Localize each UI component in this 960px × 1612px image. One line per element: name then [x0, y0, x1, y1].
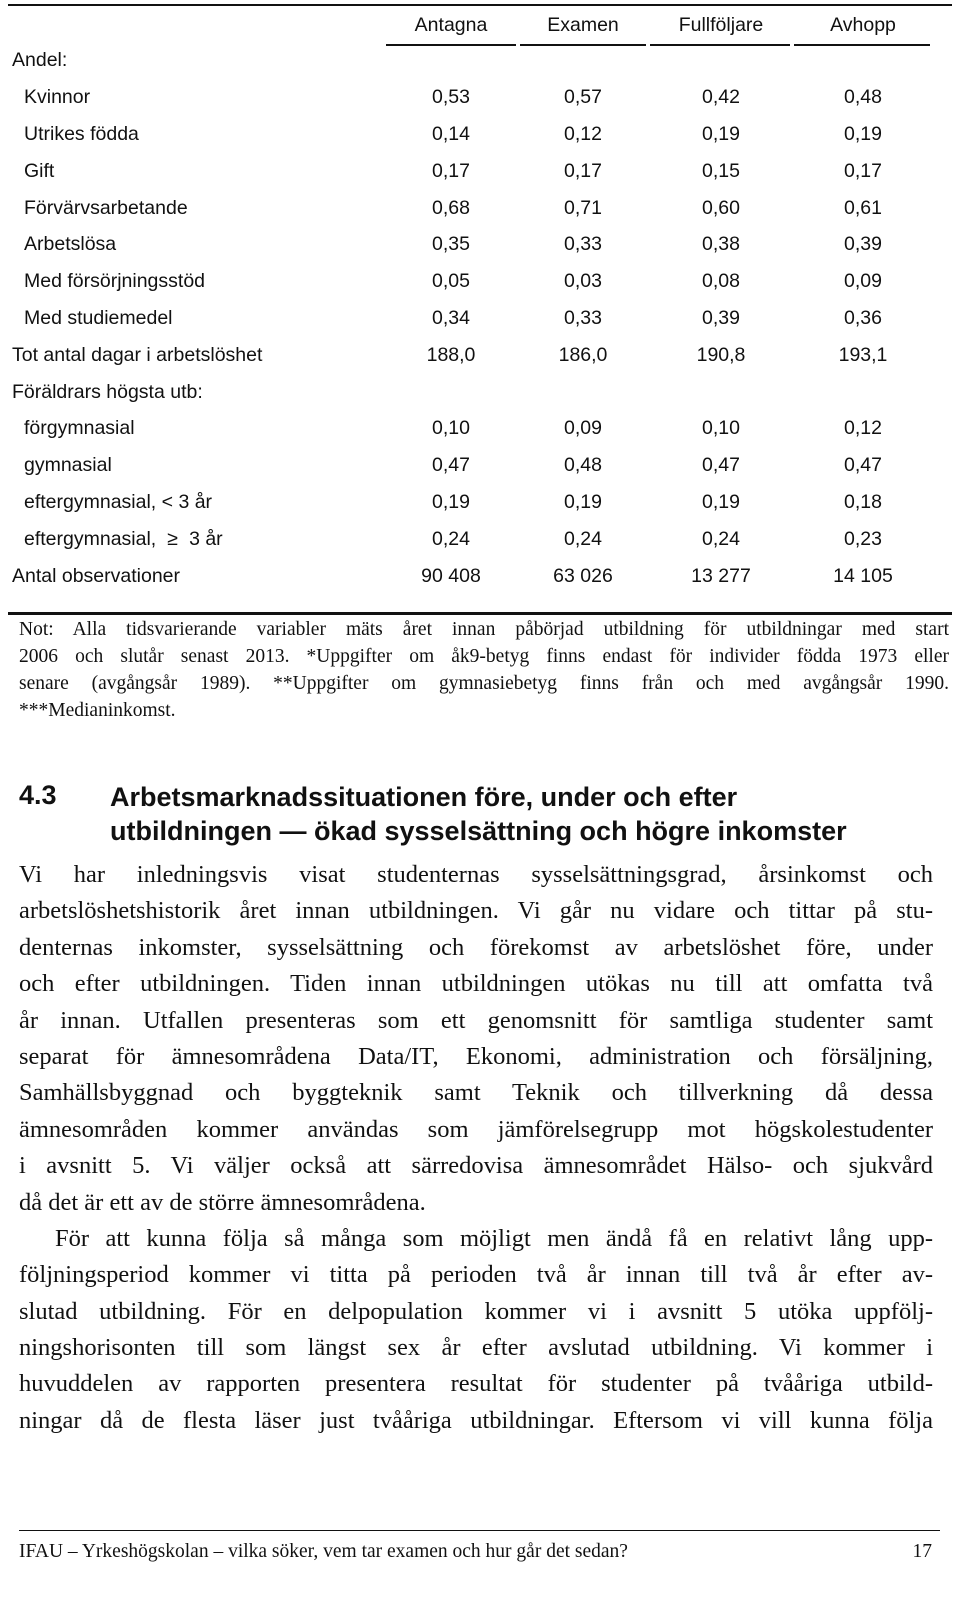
paragraph-line: arbetslöshetshistorik året innan utbildningen. Vi går nu vidare och tittar på stu-: [19, 897, 933, 925]
cell-value: 190,8: [696, 344, 746, 366]
paragraph-line: ningshorisonten till som längst sex år efter avslutad utbildning. Vi kommer i: [19, 1334, 933, 1362]
cell-value: 0,14: [432, 123, 470, 145]
column-header-antagna: Antagna: [414, 14, 488, 36]
table-header-row: [8, 14, 952, 40]
cell-value: 0,12: [564, 123, 602, 145]
cell-value: 186,0: [558, 344, 608, 366]
table-row: [8, 123, 952, 149]
row-label: Med försörjningsstöd: [24, 270, 206, 292]
cell-value: 0,39: [702, 307, 740, 329]
row-label: Tot antal dagar i arbetslöshet: [12, 344, 263, 366]
cell-value: 0,03: [564, 270, 602, 292]
row-label: Med studiemedel: [24, 307, 173, 329]
cell-value: 0,68: [432, 197, 470, 219]
row-label: Föräldrars högsta utb:: [12, 381, 203, 403]
cell-value: 0,36: [844, 307, 882, 329]
table-top-rule: [8, 4, 952, 6]
cell-value: 0,38: [702, 233, 740, 255]
table-row: [8, 233, 952, 259]
row-label: Andel:: [12, 49, 68, 71]
paragraph-line: För att kunna följa så många som möjligt men ändå få en relativt lång upp-: [55, 1224, 933, 1252]
row-label: Antal observationer: [12, 565, 181, 587]
row-label-text: 3 år: [183, 528, 223, 550]
table-row: [8, 381, 952, 407]
cell-value: 193,1: [838, 344, 888, 366]
cell-value: 0,33: [564, 307, 602, 329]
paragraph-line: följningsperiod kommer vi titta på perioden två år innan till två år efter av-: [19, 1261, 933, 1289]
cell-value: 188,0: [426, 344, 476, 366]
table-row: [8, 86, 952, 112]
column-header-avhopp: Avhopp: [830, 14, 896, 36]
row-label: Arbetslösa: [24, 233, 117, 255]
cell-value: 0,15: [702, 160, 740, 182]
table-row: [8, 454, 952, 480]
row-label: Kvinnor: [24, 86, 91, 108]
table-row: [8, 197, 952, 223]
cell-value: 0,61: [844, 197, 882, 219]
section-title: [110, 780, 940, 848]
cell-value: 0,19: [564, 491, 602, 513]
row-label: eftergymnasial, < 3 år: [24, 491, 213, 513]
cell-value: 90 408: [421, 565, 481, 587]
section-number: 4.3: [19, 780, 57, 810]
cell-value: 0,24: [432, 528, 470, 550]
cell-value: 0,47: [702, 454, 740, 476]
table-row: [8, 344, 952, 370]
cell-value: 0,71: [564, 197, 602, 219]
cell-value: 0,10: [432, 417, 470, 439]
paragraph-line: denternas inkomster, sysselsättning och förekomst av arbetslöshet före, under: [19, 933, 933, 961]
paragraph-line: och efter utbildningen. Tiden innan utbildningen utökas nu till att omfatta två: [19, 970, 933, 998]
row-label: Förvärvsarbetande: [24, 197, 188, 219]
cell-value: 0,24: [564, 528, 602, 550]
cell-value: 0,19: [432, 491, 470, 513]
cell-value: 0,42: [702, 86, 740, 108]
cell-value: 14 105: [833, 565, 893, 587]
footer-text: IFAU – Yrkeshögskolan – vilka söker, vem tar examen och hur går det sedan?: [19, 1541, 628, 1562]
table-row: [8, 160, 952, 186]
cell-value: 0,08: [702, 270, 740, 292]
cell-value: 0,53: [432, 86, 470, 108]
cell-value: 0,48: [564, 454, 602, 476]
row-label: gymnasial: [24, 454, 112, 476]
cell-value: 13 277: [691, 565, 751, 587]
cell-value: 0,47: [432, 454, 470, 476]
table-note: [19, 616, 949, 724]
cell-value: 0,17: [564, 160, 602, 182]
note-line: Not: Alla tidsvarierande variabler mäts året innan påbörjad utbildning för utbildningar med start: [19, 619, 949, 640]
cell-value: 0,57: [564, 86, 602, 108]
note-line: ***Medianinkomst.: [19, 700, 176, 721]
table-row: [8, 565, 952, 591]
cell-value: 0,24: [702, 528, 740, 550]
header-rule-avhopp: [794, 44, 930, 46]
cell-value: 0,12: [844, 417, 882, 439]
cell-value: 0,60: [702, 197, 740, 219]
header-rule-examen: [520, 44, 646, 46]
note-line: senare (avgångsår 1989). **Uppgifter om gymnasiebetyg finns från och med avgångsår 1990.: [19, 673, 949, 694]
cell-value: 0,19: [702, 491, 740, 513]
table-row: [8, 417, 952, 443]
cell-value: 0,05: [432, 270, 470, 292]
section-title-line: Arbetsmarknadssituationen före, under och efter: [110, 782, 738, 812]
cell-value: 0,33: [564, 233, 602, 255]
cell-value: 0,34: [432, 307, 470, 329]
cell-value: 0,17: [844, 160, 882, 182]
column-header-examen: Examen: [547, 14, 619, 36]
paragraph-line: Vi har inledningsvis visat studenternas sysselsättningsgrad, årsinkomst och: [19, 861, 933, 888]
row-label: [24, 528, 223, 551]
cell-value: 0,10: [702, 417, 740, 439]
paragraph-line: Samhällsbyggnad och byggteknik samt Teknik och tillverkning då dessa: [19, 1079, 933, 1107]
page-number: 17: [912, 1541, 932, 1562]
body-text: [19, 857, 933, 1439]
row-label: Utrikes födda: [24, 123, 139, 145]
cell-value: 0,09: [844, 270, 882, 292]
cell-value: 0,39: [844, 233, 882, 255]
header-rule-fullfoljare: [650, 44, 790, 46]
cell-value: 0,18: [844, 491, 882, 513]
cell-value: 0,35: [432, 233, 470, 255]
paragraph-line: slutad utbildning. För en delpopulation kommer vi i avsnitt 5 utöka uppfölj-: [19, 1297, 933, 1325]
cell-value: 0,48: [844, 86, 882, 108]
paragraph-line: ämnesområden kommer användas som jämförelsegrupp mot högskolestudenter: [19, 1115, 933, 1143]
row-label: förgymnasial: [24, 417, 135, 439]
table-row: [8, 491, 952, 517]
footer-rule: [19, 1530, 940, 1531]
table-bottom-rule: [8, 612, 952, 615]
column-header-fullfoljare: Fullföljare: [678, 14, 764, 36]
paragraph-line: år innan. Utfallen presenteras som ett genomsnitt för samtliga studenter samt: [19, 1006, 933, 1034]
cell-value: 0,47: [844, 454, 882, 476]
table-row: [8, 307, 952, 333]
note-line: 2006 och slutår senast 2013. *Uppgifter om åk9-betyg finns endast för individer födda 1973 eller: [19, 646, 949, 667]
greater-or-equal-symbol: ≥: [167, 528, 178, 550]
paragraph-line: då det är ett av de större ämnesområdena.: [19, 1188, 426, 1216]
row-label-text: eftergymnasial,: [24, 528, 162, 550]
section-title-line: utbildningen — ökad sysselsättning och högre inkomster: [110, 816, 847, 846]
cell-value: 0,19: [702, 123, 740, 145]
paragraph-line: ningar då de flesta läser just tvååriga utbildningar. Eftersom vi vill kunna följa: [19, 1406, 933, 1434]
header-rule-antagna: [386, 44, 516, 46]
table-row: [8, 528, 952, 554]
table-row: [8, 270, 952, 296]
cell-value: 0,17: [432, 160, 470, 182]
paragraph-line: huvuddelen av rapporten presentera resultat för studenter på tvååriga utbild-: [19, 1370, 933, 1398]
cell-value: 0,09: [564, 417, 602, 439]
table-row: [8, 49, 952, 75]
paragraph-line: separat för ämnesområdena Data/IT, Ekonomi, administration och försäljning,: [19, 1042, 933, 1070]
row-label: Gift: [24, 160, 55, 182]
cell-value: 0,19: [844, 123, 882, 145]
cell-value: 63 026: [553, 565, 613, 587]
cell-value: 0,23: [844, 528, 882, 550]
paragraph-line: i avsnitt 5. Vi väljer också att särredovisa ämnesområdet Hälso- och sjukvård: [19, 1152, 933, 1180]
